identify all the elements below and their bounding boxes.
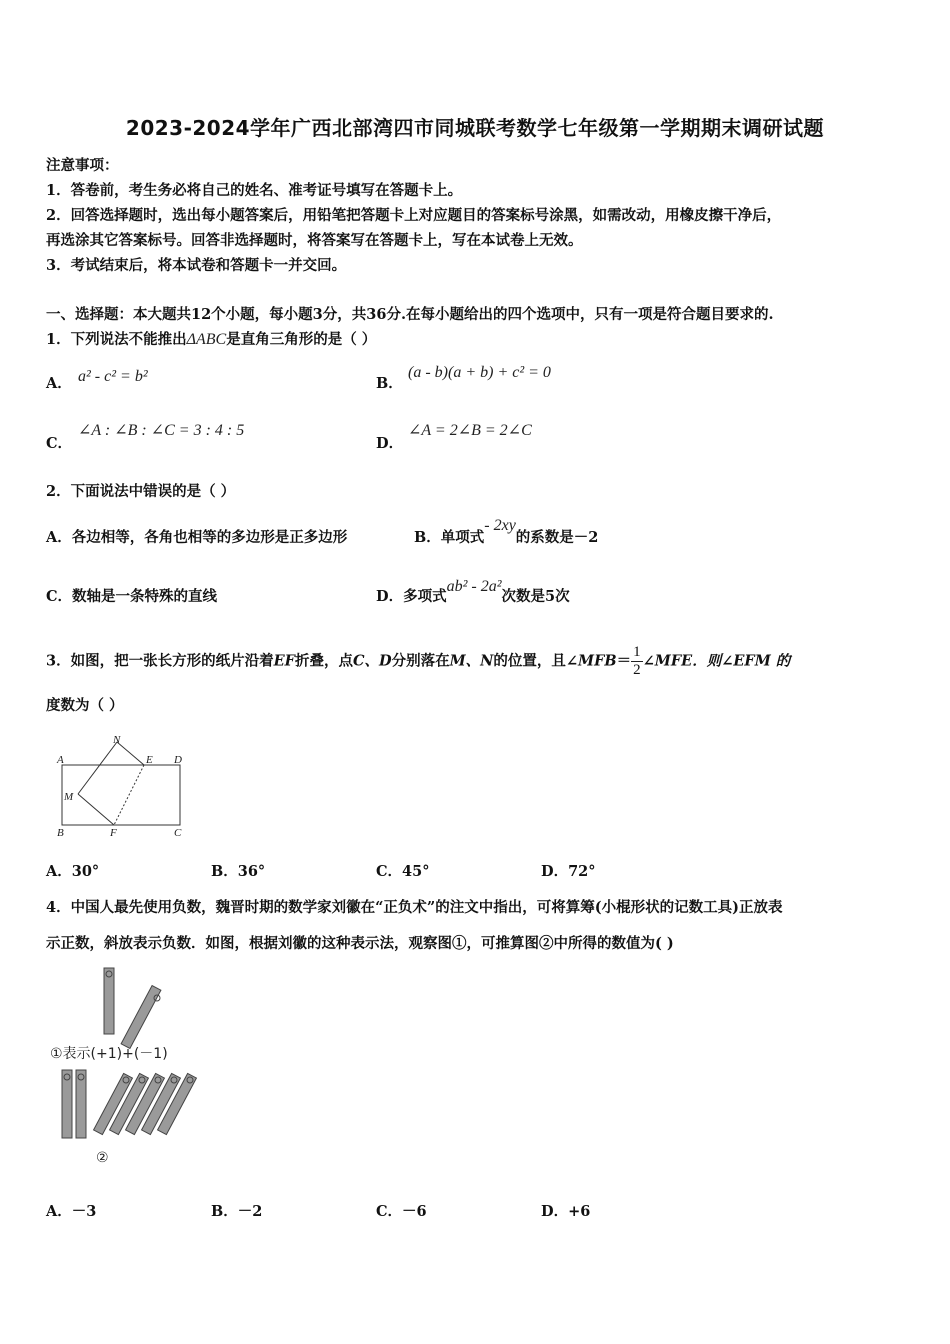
- label-f: F: [110, 827, 117, 839]
- fold-rectangle-figure: [52, 730, 192, 842]
- segment-nm: [78, 742, 117, 794]
- label-d: D: [174, 754, 182, 766]
- section-heading: 一、选择题：本大题共12个小题，每小题3分，共36分.在每小题给出的四个选项中，只有一项是符合题目要求的.: [46, 306, 774, 323]
- notice-item: 2．回答选择题时，选出每小题答案后，用铅笔把答题卡上对应题目的答案标号涂黑，如需改动，用橡皮擦干净后，: [46, 207, 782, 224]
- page-title: 2023-2024学年广西北部湾四市同城联考数学七年级第一学期期末调研试题: [125, 116, 825, 140]
- q1-option-c[interactable]: C．: [46, 435, 73, 452]
- q1-option-d[interactable]: D．: [376, 435, 404, 452]
- question-3-stem-line2: 度数为（ ）: [46, 697, 124, 714]
- q1-option-a[interactable]: A．: [46, 375, 72, 392]
- q3-option-b[interactable]: B．36°: [211, 863, 266, 880]
- q1-option-b-math: (a - b)(a + b) + c² = 0: [408, 364, 551, 381]
- question-1-stem: 1．下列说法不能推出ΔABC是直角三角形的是（ ）: [46, 331, 377, 348]
- question-4-stem: 4．中国人最先使用负数，魏晋时期的数学家刘徽在“正负术”的注文中指出，可将算筹(小棍形状的记数工具)正放表: [46, 899, 783, 916]
- fold-line-ef: [114, 765, 144, 825]
- q1-option-a-math: a² - c² = b²: [78, 368, 148, 385]
- q1-option-b[interactable]: B．: [376, 375, 403, 392]
- notice-heading: 注意事项：: [46, 157, 119, 174]
- segment-ne: [117, 742, 144, 765]
- fraction: $\frac{1}{2}$: [633, 644, 641, 678]
- counting-rods-figure: [46, 960, 206, 1170]
- q3-option-d[interactable]: D．72°: [541, 863, 596, 880]
- q2-option-d[interactable]: D．多项式ab² - 2a²次数是5次: [376, 578, 570, 605]
- q3-option-a[interactable]: A．30°: [46, 863, 100, 880]
- slanted-rod: [121, 986, 161, 1049]
- label-b: B: [57, 827, 64, 839]
- label-m: M: [64, 791, 74, 803]
- segment-mf: [78, 794, 114, 825]
- label-c: C: [174, 827, 182, 839]
- q4-option-a[interactable]: A．－3: [46, 1203, 97, 1220]
- figure-1-caption: ①表示(+1)+(－1): [50, 1046, 168, 1062]
- q4-option-b[interactable]: B．－2: [211, 1203, 263, 1220]
- notice-item: 1．答卷前，考生务必将自己的姓名、准考证号填写在答题卡上。: [46, 182, 463, 199]
- q4-option-d[interactable]: D．+6: [541, 1203, 591, 1220]
- question-3-stem: 3．如图，把一张长方形的纸片沿着EF折叠，点C、D分别落在M、N的位置，且∠MFB＝ $\frac{1}{2}$ ∠MFE．则∠EFM 的: [46, 644, 791, 678]
- q3-option-c[interactable]: C．45°: [376, 863, 430, 880]
- upright-rod: [104, 968, 114, 1034]
- q4-option-c[interactable]: C．－6: [376, 1203, 427, 1220]
- question-4-stem-line2: 示正数，斜放表示负数．如图，根据刘徽的这种表示法，观察图①，可推算图②中所得的数值为( ): [46, 935, 674, 952]
- label-a: A: [57, 754, 64, 766]
- q2-option-b[interactable]: B．单项式- 2xy的系数是－2: [414, 517, 599, 546]
- math-triangle: ΔABC: [186, 331, 227, 348]
- question-2-stem: 2．下面说法中错误的是（ ）: [46, 483, 236, 500]
- q2-option-a[interactable]: A．各边相等，各角也相等的多边形是正多边形: [46, 529, 348, 546]
- q2-option-c[interactable]: C．数轴是一条特殊的直线: [46, 588, 218, 605]
- label-e: E: [146, 754, 153, 766]
- q1-option-c-math: ∠A : ∠B : ∠C = 3 : 4 : 5: [78, 422, 245, 439]
- q1-option-d-math: ∠A = 2∠B = 2∠C: [408, 422, 532, 439]
- figure-2-caption: ②: [96, 1150, 109, 1166]
- notice-item: 再选涂其它答案标号。回答非选择题时，将答案写在答题卡上，写在本试卷上无效。: [46, 232, 583, 249]
- label-n: N: [113, 734, 121, 746]
- notice-item: 3．考试结束后，将本试卷和答题卡一并交回。: [46, 257, 347, 274]
